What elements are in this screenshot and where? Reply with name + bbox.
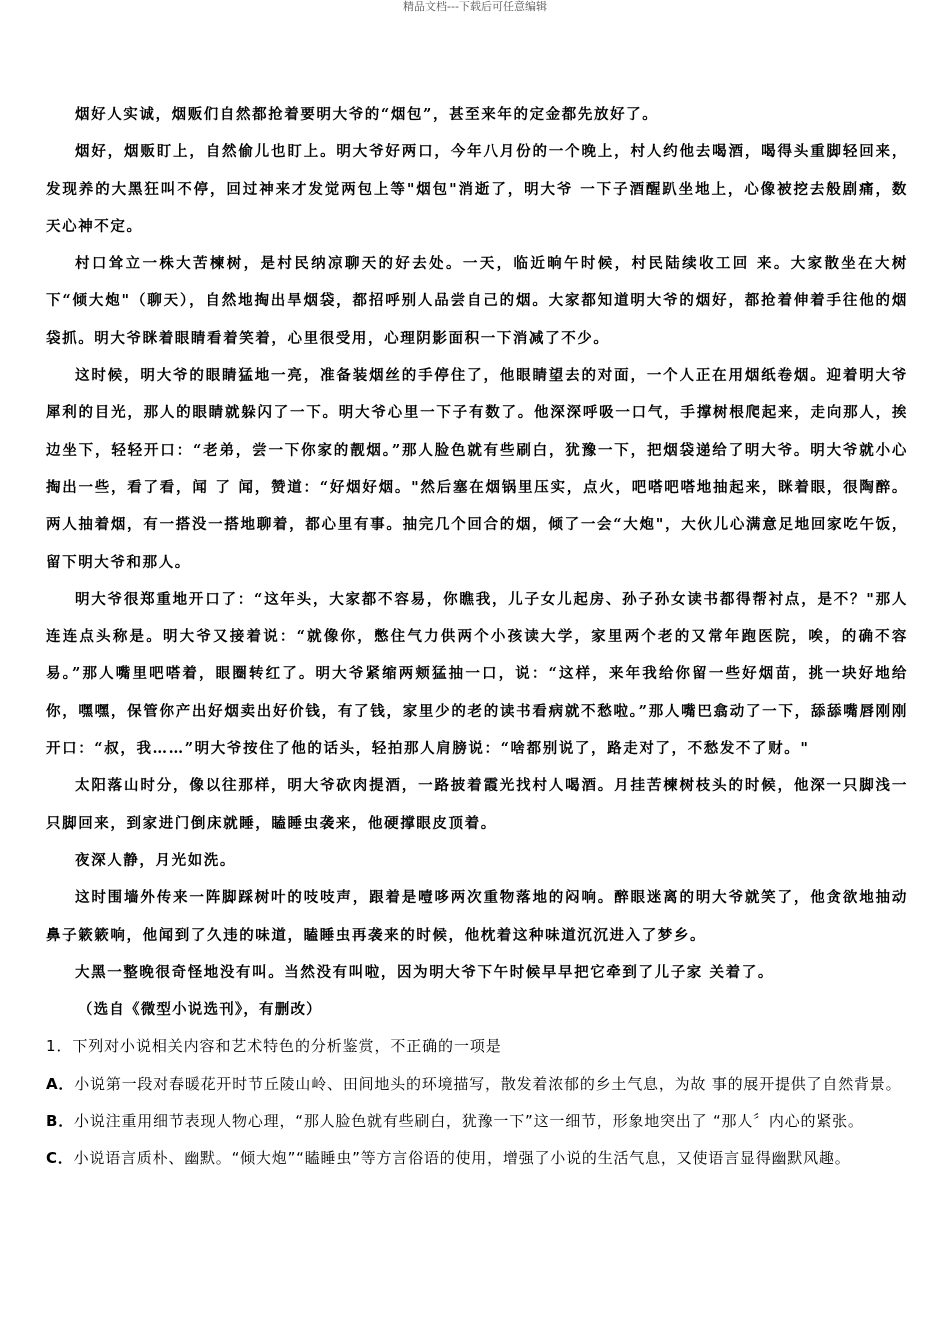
story-paragraph: 夜深人静，月光如洗。 — [75, 851, 236, 869]
story-paragraph: 太阳落山时分，像以往那样，明大爷砍肉提酒，一路披着霞光找村人喝酒。月挂苦楝树枝头的时候，他深一只脚浅一只脚回来，到家进门倒床就睡，瞌睡虫袭来，他硬撑眼皮顶着。 — [46, 777, 908, 832]
story-paragraph: 烟好，烟贩盯上，自然偷儿也盯上。明大爷好两口，今年八月份的一个晚上，村人约他去喝酒，喝得头重脚轻回来，发现养的大黑狂叫不停，回过神来才发觉两包上等"烟包"消逝了，明大爷 一下子酒醒趴坐地上，心像被挖去般剧痛，数天心神不定。 — [46, 143, 908, 235]
option-text: 小说语言质朴、幽默。“倾大炮”“瞌睡虫”等方言俗语的使用，增强了小说的生活气息，又使语言显得幽默风趣。 — [73, 1149, 851, 1168]
story-paragraph: 村口耸立一株大苦楝树，是村民纳凉聊天的好去处。一天，临近晌午时候，村民陆续收工回 来。大家散坐在大树下“倾大炮"（聊天），自然地掏出旱烟袋，都招呼别人品尝自己的烟。大家都知道明大爷的烟好，都抢着伸着手往他的烟袋抓。明大爷眯着眼睛看着笑着，心里很受用，心理阴影面积一下消减了不少。 — [46, 255, 908, 347]
page-header: 精品文档---下载后可任意编辑 — [403, 0, 547, 13]
option-text: 小说第一段对春暖花开时节丘陵山岭、田间地头的环境描写，散发着浓郁的乡土气息，为故 事的展开提供了自然背景。 — [74, 1074, 902, 1093]
story-paragraph: 烟好人实诚，烟贩们自然都抢着要明大爷的“烟包”，甚至来年的定金都先放好了。 — [75, 106, 659, 123]
story-source: （选自《微型小说选刊》，有删改） — [77, 1001, 322, 1019]
option-key: C． — [46, 1149, 74, 1168]
story-paragraph: 大黑一整晚很奇怪地没有叫。当然没有叫啦，因为明大爷下午时候早早把它牵到了儿子家 关着了。 — [75, 963, 774, 981]
question-option-c — [46, 1140, 908, 1177]
option-key: B． — [46, 1112, 75, 1131]
option-text: 小说注重用细节表现人物心理，“那人脸色就有些刷白，犹豫一下”这一细节，形象地突出了 “那人〞内心的紧张。 — [74, 1112, 864, 1131]
document-body — [46, 96, 908, 1178]
question-option-b — [46, 1103, 908, 1140]
option-key: A． — [46, 1074, 75, 1093]
story-paragraph: 这时候，明大爷的眼睛猛地一亮，准备装烟丝的手停住了，他眼睛望去的对面，一个人正在用烟纸卷烟。迎着明大爷犀利的目光，那人的眼睛就躲闪了一下。明大爷心里一下子有数了。他深深呼吸一口气，手撑树根爬起来，走向那人，挨边坐下，轻轻开口：“老弟，尝一下你家的靓烟。”那人脸色就有些刷白，犹豫一下，把烟袋递给了明大爷。明大爷就小心掏出一些，看了看，闻 了 闻，赞道：“好烟好烟。"然后塞在烟锅里压实，点火，吧嗒吧嗒地抽起来，眯着眼，很陶醉。两人抽着烟，有一搭没一搭地聊着，都心里有事。抽完几个回合的烟，倾了一会“大炮"，大伙儿心满意足地回家吃午饭，留下明大爷和那人。 — [46, 367, 908, 571]
story-paragraph: 明大爷很郑重地开口了：“这年头，大家都不容易，你瞧我，儿子女儿起房、孙子孙女读书都得帮衬点，是不？"那人连连点头称是。明大爷又接着说：“就像你，憋住气力供两个小孩读大学，家里两个老的又常年跑医院，唉，的确不容易。”那人嘴里吧嗒着，眼圈转红了。明大爷紧缩两颊猛抽一口，说：“这样，来年我给你留一些好烟苗，挑一块好地给你，嘿嘿，保管你产出好烟卖出好价钱，有了钱，家里少的老的读书看病就不愁啦。”那人嘴巴翕动了一下，舔舔嘴唇刚刚开口：“叔，我……”明大爷按住了他的话头，轻拍那人肩膀说：“啥都别说了，路走对了，不愁发不了财。" — [46, 590, 908, 758]
story-paragraph: 这时围墙外传来一阵脚踩树叶的吱吱声，跟着是噎哆两次重物落地的闷响。醉眼迷离的明大爷就笑了，他贪欲地抽动鼻子簌簌响，他闻到了久违的味道，瞌睡虫再袭来的时候，他枕着这种味道沉沉进入了梦乡。 — [46, 889, 908, 944]
question-option-a — [46, 1066, 908, 1103]
question-stem: 1．下列对小说相关内容和艺术特色的分析鉴赏，不正确的一项是 — [46, 1037, 502, 1056]
